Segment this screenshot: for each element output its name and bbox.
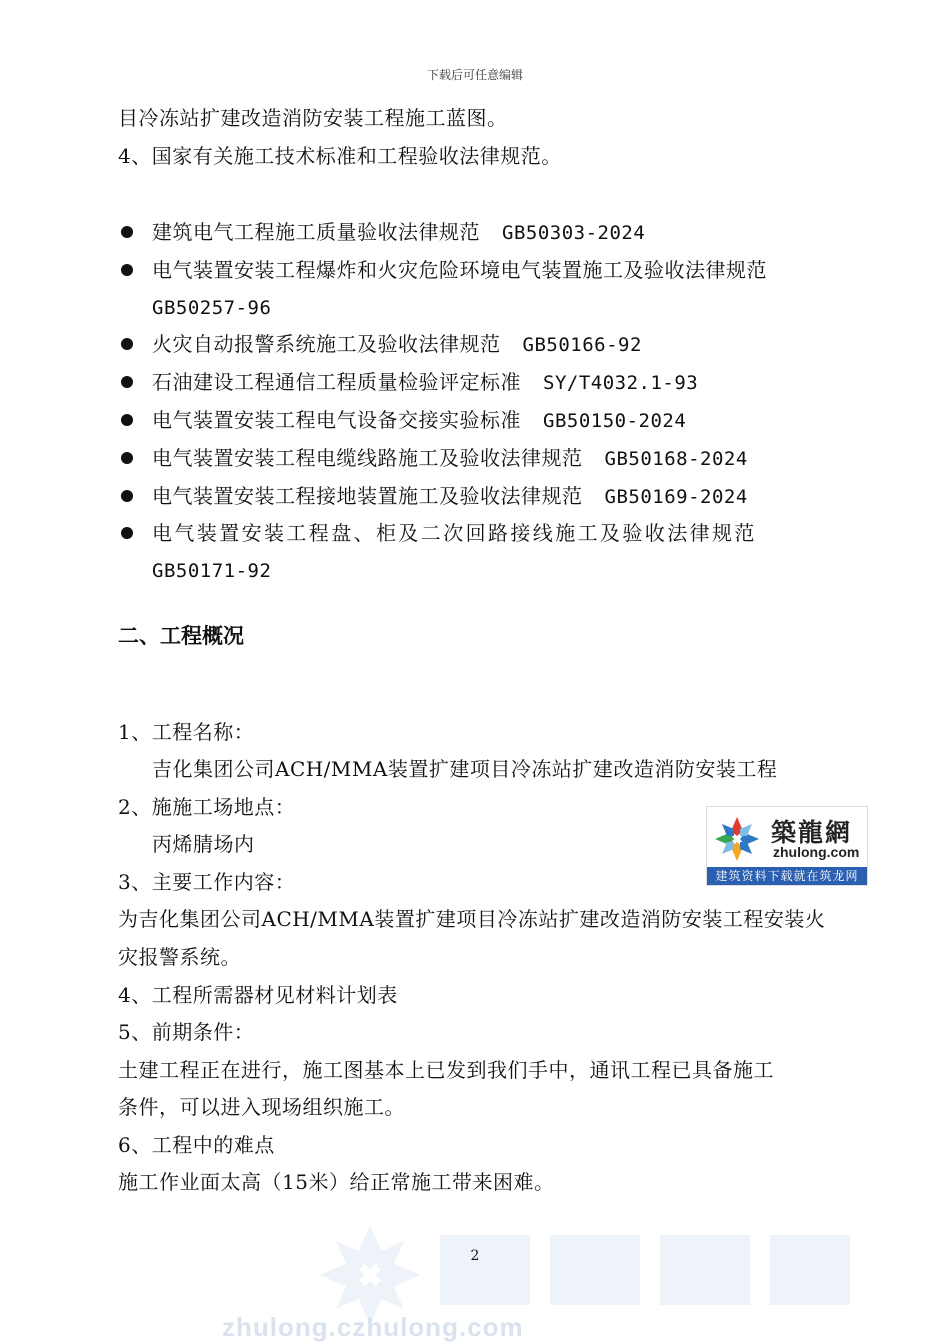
standard-item-2-name: 电气装置安装工程爆炸和火灾危险环境电气装置施工及验收法律规范 (152, 258, 767, 282)
overview-item-1-label: 1、工程名称： (118, 720, 255, 744)
standard-item-4 (152, 368, 698, 397)
standard-name: 火灾自动报警系统施工及验收法律规范 (152, 332, 501, 356)
bullet-icon (121, 264, 133, 276)
overview-item-5-value-2: 条件，可以进入现场组织施工。 (118, 1095, 405, 1119)
bullet-icon (121, 452, 133, 464)
standard-item-3 (152, 330, 642, 359)
bullet-icon (121, 527, 133, 539)
overview-item-3-value-1: 为吉化集团公司ACH/MMA装置扩建项目冷冻站扩建改造消防安装工程安装火 (118, 907, 826, 931)
standard-name: 建筑电气工程施工质量验收法律规范 (152, 220, 480, 244)
overview-item-2-value: 丙烯腈场内 (152, 832, 255, 856)
overview-item-3-label: 3、主要工作内容： (118, 870, 296, 894)
standard-name: 电气装置安装工程电缆线路施工及验收法律规范 (152, 446, 583, 470)
watermark-text: zhulong.czhulong.com (222, 1312, 524, 1342)
overview-item-3-value-2: 灾报警系统。 (118, 945, 241, 969)
zhulong-logo (706, 806, 868, 886)
intro-line-1: 目冷冻站扩建改造消防安装工程施工蓝图。 (118, 106, 508, 130)
bullet-icon (121, 226, 133, 238)
standard-code: GB50303-2024 (502, 222, 646, 244)
page-number: 2 (470, 1248, 480, 1264)
standard-item-7 (152, 482, 748, 511)
standard-name: 电气装置安装工程电气设备交接实验标准 (152, 408, 521, 432)
standard-item-1 (152, 218, 645, 247)
standard-item-6 (152, 444, 748, 473)
bullet-icon (121, 414, 133, 426)
bullet-icon (121, 376, 133, 388)
overview-item-6-label: 6、工程中的难点 (118, 1133, 275, 1157)
overview-item-5-value-1: 土建工程正在进行，施工图基本上已发到我们手中，通讯工程已具备施工 (118, 1058, 774, 1082)
standard-item-2-code: GB50257-96 (152, 297, 272, 319)
logo-cn-text: 築龍網 (771, 818, 853, 847)
standard-item-8-code: GB50171-92 (152, 560, 272, 582)
overview-item-1-value: 吉化集团公司ACH/MMA装置扩建项目冷冻站扩建改造消防安装工程 (152, 757, 778, 781)
overview-item-5-label: 5、前期条件： (118, 1020, 255, 1044)
standard-name: 电气装置安装工程接地装置施工及验收法律规范 (152, 484, 583, 508)
standard-code: GB50150-2024 (543, 410, 687, 432)
overview-item-6-value: 施工作业面太高（15米）给正常施工带来困难。 (118, 1170, 555, 1194)
bullet-icon (121, 490, 133, 502)
overview-item-4: 4、工程所需器材见材料计划表 (118, 983, 398, 1007)
bullet-icon (121, 338, 133, 350)
standard-code: SY/T4032.1-93 (543, 372, 699, 394)
standard-code: GB50168-2024 (604, 448, 748, 470)
standard-item-5 (152, 406, 686, 435)
overview-item-2-label: 2、施施工场地点： (118, 795, 296, 819)
section-title: 二、工程概况 (118, 624, 244, 648)
standard-name: 石油建设工程通信工程质量检验评定标准 (152, 370, 521, 394)
standard-code: GB50169-2024 (604, 486, 748, 508)
standard-code: GB50166-92 (522, 334, 642, 356)
logo-en-text: zhulong.com (773, 844, 860, 860)
page-header: 下载后可任意编辑 (426, 68, 523, 82)
intro-line-2: 4、国家有关施工技术标准和工程验收法律规范。 (118, 144, 562, 168)
zhulong-logo-icon (713, 815, 761, 863)
logo-slogan: 建筑资料下载就在筑龙网 (707, 867, 867, 885)
logo-top (707, 807, 867, 867)
standard-item-8-name: 电气装置安装工程盘、柜及二次回路接线施工及验收法律规范 (152, 521, 757, 545)
